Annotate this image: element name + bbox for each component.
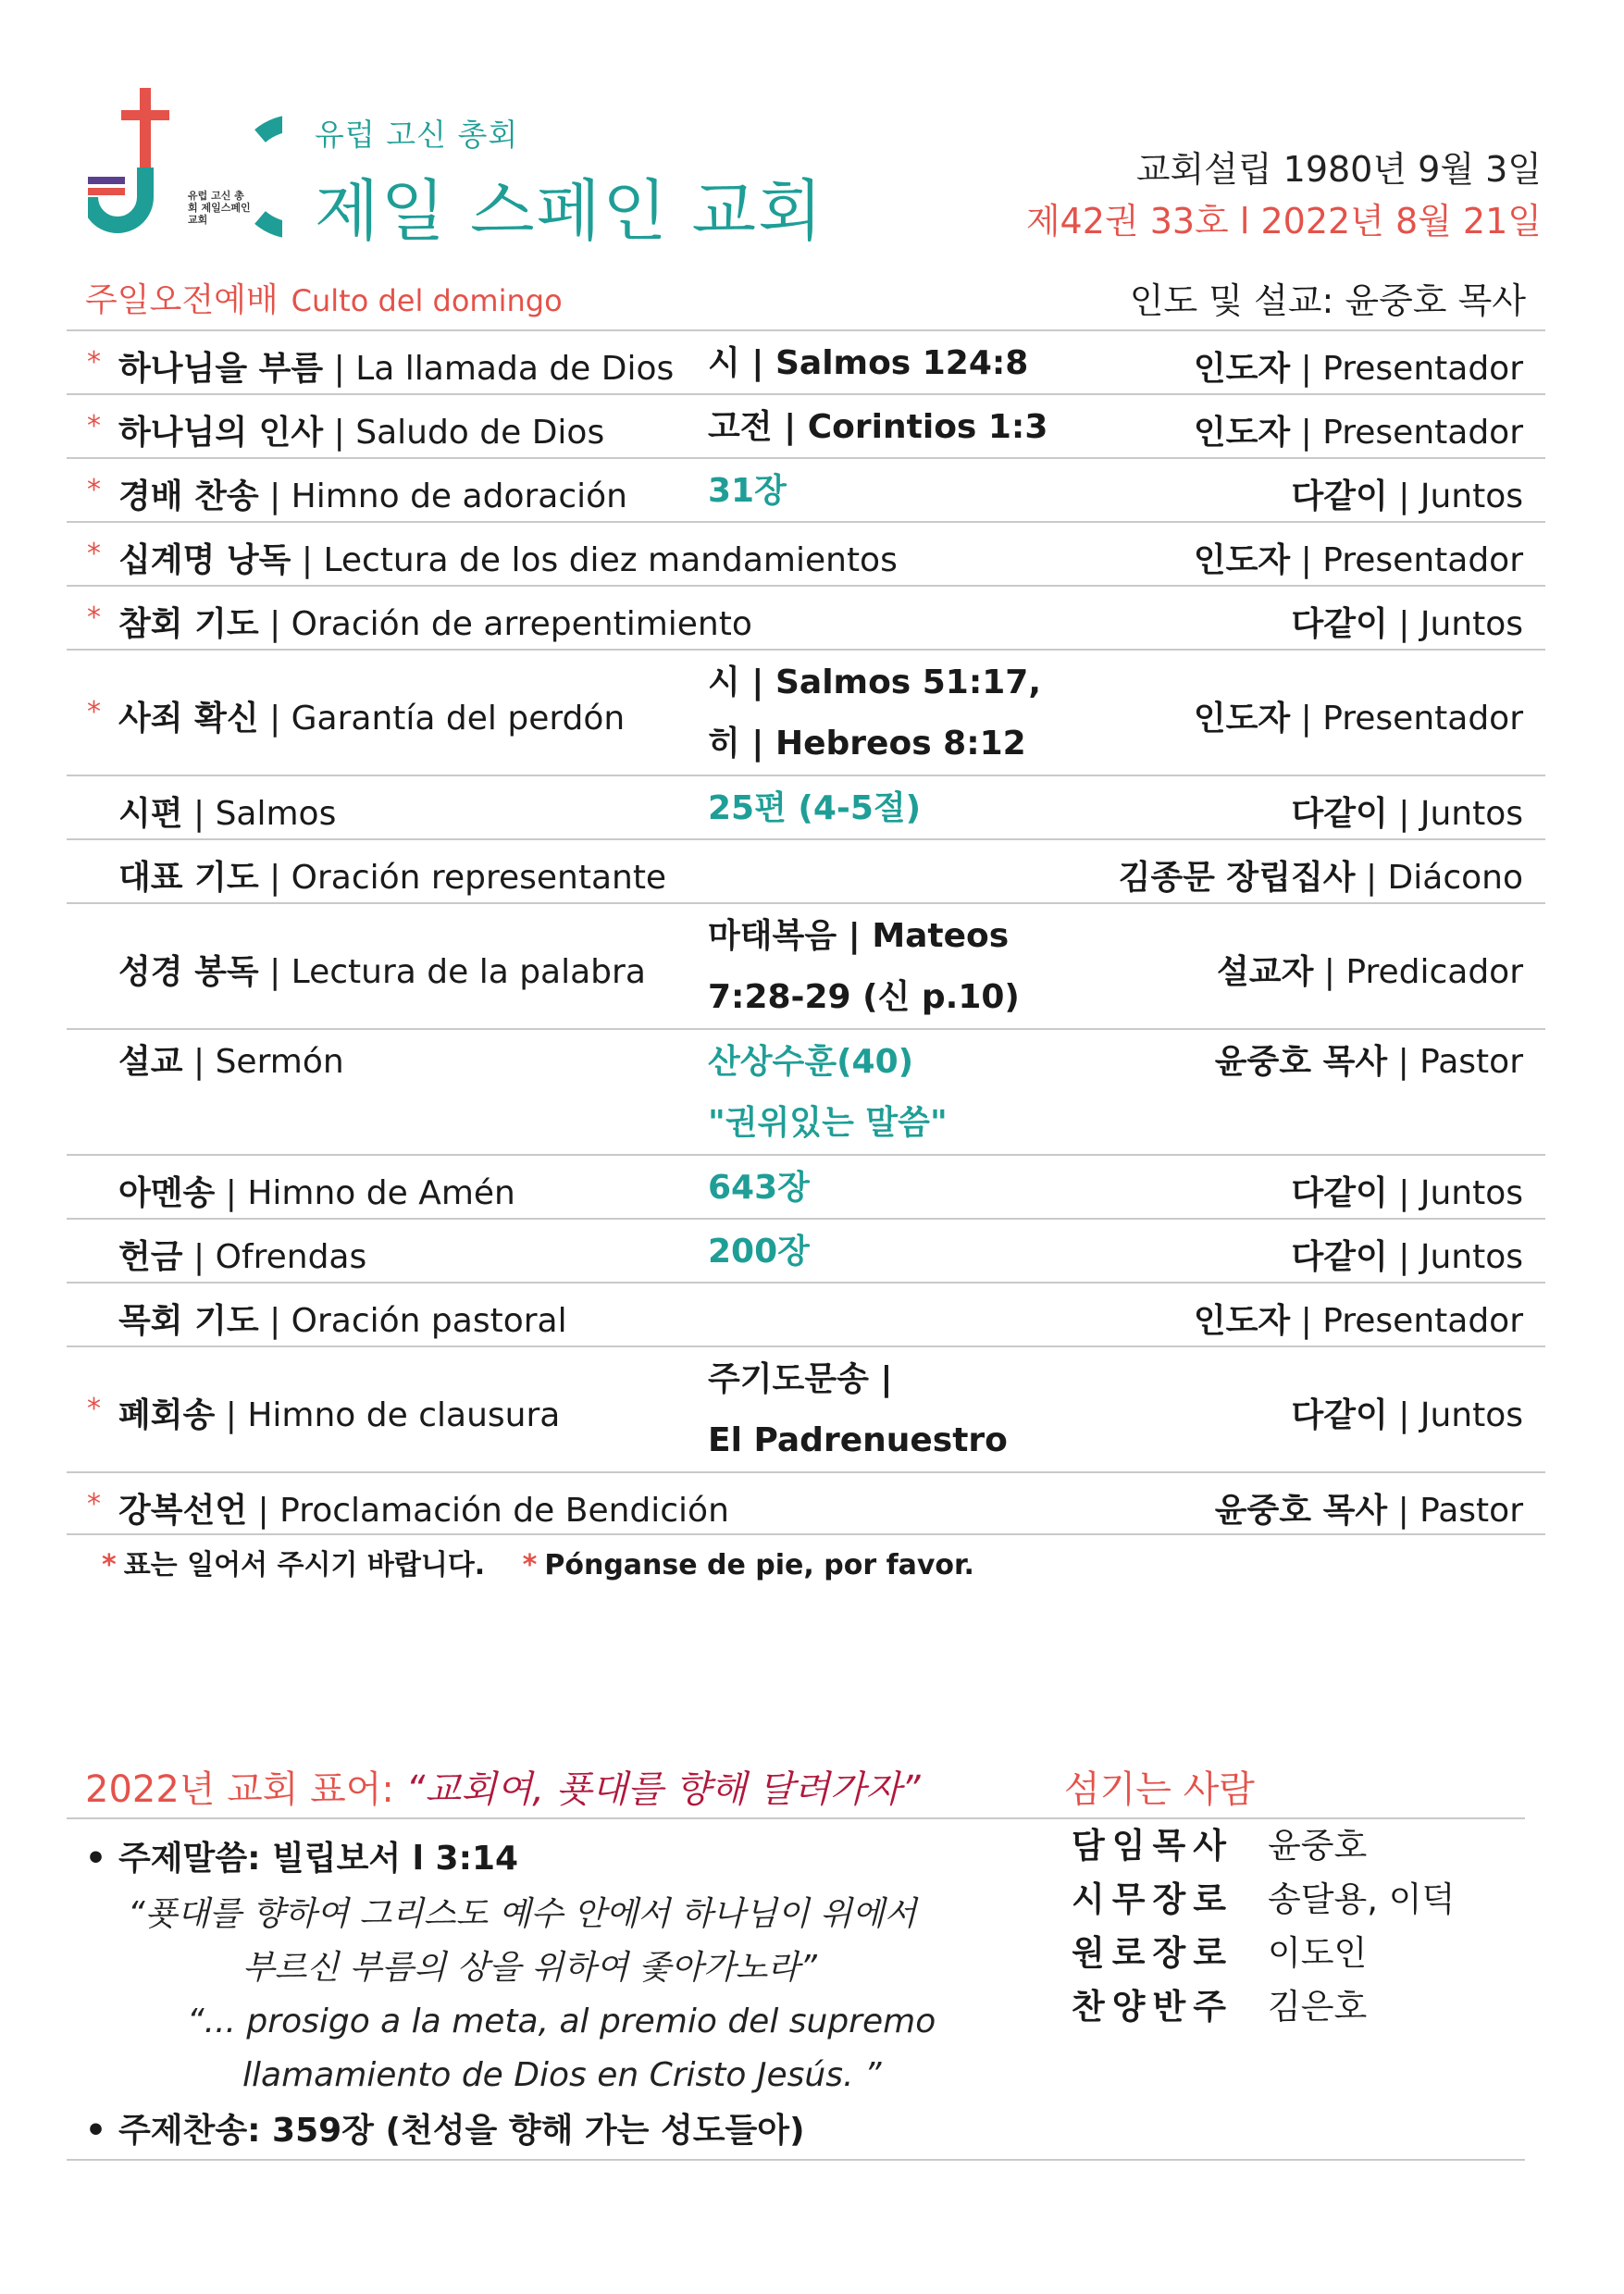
service-leader: 인도 및 설교: 윤중호 목사: [1129, 280, 1526, 321]
service-title: [85, 274, 563, 321]
order-item-es: Lectura de la palabra: [291, 953, 646, 991]
order-item-name: [118, 1231, 366, 1278]
order-item-leader: [1292, 1231, 1524, 1278]
leader-es: Juntos: [1419, 1396, 1523, 1434]
order-row: [67, 521, 1545, 585]
leader-ko: 다같이: [1291, 1173, 1388, 1212]
order-item-es: Himno de adoración: [291, 477, 627, 515]
star-marker: *: [87, 1393, 101, 1425]
reference-line: 시 | Salmos 51:17,: [708, 663, 1042, 701]
order-item-name: [118, 946, 646, 993]
order-item-ko: 참회 기도: [118, 604, 259, 643]
leader-es: Juntos: [1419, 604, 1523, 643]
leader-es: Diácono: [1387, 858, 1523, 897]
order-item-ko: 대표 기도: [118, 858, 259, 897]
star-marker: *: [87, 601, 101, 634]
reference-line: 히 | Hebreos 8:12: [708, 725, 1026, 763]
order-row: [67, 649, 1545, 775]
star-marker: *: [87, 537, 101, 570]
separator: |: [258, 953, 291, 991]
separator: |: [291, 540, 324, 579]
separator: |: [1387, 604, 1420, 643]
star-marker: *: [87, 1487, 101, 1520]
order-item-es: Lectura de los diez mandamientos: [323, 540, 898, 579]
server-role: 찬양반주: [1072, 1987, 1233, 2027]
order-item-es: Himno de clausura: [247, 1396, 561, 1434]
order-item-ko: 사죄 확신: [118, 700, 259, 738]
separator: |: [182, 1237, 216, 1276]
order-item-ko: 설교: [118, 1043, 183, 1081]
church-name: 제일 스페인 교회: [315, 172, 824, 250]
separator: |: [1355, 858, 1388, 897]
separator: |: [1290, 413, 1323, 452]
star-marker: *: [87, 409, 101, 442]
order-item-name: [118, 787, 336, 835]
church-logo: [88, 88, 282, 245]
order-item-leader: [1194, 534, 1523, 581]
server-row: [1072, 1819, 1455, 1873]
order-item-name: [118, 1035, 344, 1083]
order-item-reference: [708, 1221, 810, 1283]
order-item-leader: [1292, 598, 1524, 645]
order-item-ko: 강복선언: [118, 1491, 248, 1530]
order-item-reference: [708, 906, 1020, 1028]
order-item-leader: [1215, 1035, 1523, 1083]
server-name: 송달용, 이덕: [1268, 1879, 1456, 1919]
order-row: [67, 1345, 1545, 1471]
order-item-ko: 목회 기도: [118, 1301, 259, 1340]
separator: |: [258, 1301, 291, 1340]
leader-ko: 다같이: [1291, 1237, 1388, 1276]
founded-date: 교회설립 1980년 9월 3일: [1135, 149, 1542, 190]
order-row: [67, 1028, 1545, 1154]
separator: |: [258, 858, 291, 897]
separator: |: [215, 1173, 248, 1212]
standing-note: [102, 1542, 974, 1582]
order-item-es: Oración pastoral: [291, 1301, 567, 1340]
leader-es: Presentador: [1322, 700, 1523, 738]
star-marker: *: [87, 345, 101, 378]
separator: |: [1313, 953, 1346, 991]
logo-text: 유럽 고신 총회 제일스페인교회: [188, 190, 251, 226]
leader-ko: 인도자: [1193, 700, 1291, 738]
order-item-name: [118, 406, 604, 453]
order-item-leader: [1215, 1484, 1523, 1531]
separator: |: [182, 1043, 216, 1081]
standing-note-ko: 표는 일어서 주시기 바랍니다.: [123, 1549, 486, 1581]
order-of-worship: [67, 329, 1545, 1535]
leader-ko: 인도자: [1193, 1301, 1291, 1340]
order-item-leader: [1194, 342, 1523, 390]
separator: |: [215, 1396, 248, 1434]
separator: |: [1387, 1043, 1420, 1081]
standing-note-es: Pónganse de pie, por favor.: [544, 1549, 974, 1581]
separator: |: [1290, 700, 1323, 738]
reference-line: 마태복음 | Mateos: [708, 917, 1010, 955]
server-role: 시무장로: [1072, 1879, 1233, 1919]
leader-ko: 인도자: [1193, 413, 1291, 452]
leader-ko: 인도자: [1193, 349, 1291, 388]
order-item-reference: [708, 397, 1048, 458]
order-item-name: [118, 534, 898, 581]
order-item-name: [118, 692, 625, 739]
order-item-name: [118, 342, 674, 390]
reference-line: 시 | Salmos 124:8: [708, 344, 1029, 382]
order-item-leader: [1292, 1167, 1524, 1214]
reference-line: 고전 | Corintios 1:3: [708, 408, 1048, 446]
order-row: [67, 1218, 1545, 1282]
order-item-ko: 헌금: [118, 1237, 183, 1276]
leader-ko: 다같이: [1291, 604, 1388, 643]
order-item-name: [118, 1167, 515, 1214]
leader-ko: 다같이: [1291, 1396, 1388, 1434]
order-row: [67, 393, 1545, 457]
servers-title: 섬기는 사람: [1064, 1768, 1255, 1811]
order-row: [67, 1154, 1545, 1218]
separator: |: [182, 794, 216, 833]
motto-label: 2022년 교회 표어:: [85, 1768, 406, 1811]
theme-section: [85, 1830, 1057, 2160]
order-item-reference: [708, 1032, 948, 1154]
order-item-ko: 경배 찬송: [118, 477, 259, 515]
order-row: [67, 329, 1545, 393]
separator: |: [323, 413, 356, 452]
order-item-name: [118, 1389, 560, 1436]
verse-es-line-1: “... prosigo a la meta, al premio del supremo: [187, 2003, 936, 2040]
leader-es: Pastor: [1419, 1043, 1523, 1081]
divider: [67, 2159, 1525, 2161]
order-item-ko: 폐회송: [118, 1396, 216, 1434]
org-name: 유럽 고신 총회: [315, 117, 519, 153]
leader-ko: 김종문 장립집사: [1118, 858, 1356, 897]
leader-ko: 다같이: [1291, 477, 1388, 515]
separator: |: [1290, 349, 1323, 388]
order-item-ko: 성경 봉독: [118, 953, 259, 991]
order-item-leader: [1194, 1295, 1523, 1342]
theme-hymn-label: • 주제찬송: 359장 (천성을 향해 가는 성도들아): [85, 2102, 1057, 2160]
order-row: [67, 775, 1545, 838]
order-item-ko: 하나님을 부름: [118, 349, 324, 388]
leader-ko: 윤중호 목사: [1214, 1043, 1388, 1081]
order-item-es: Himno de Amén: [247, 1173, 515, 1212]
order-item-leader: [1292, 787, 1524, 835]
order-item-leader: [1194, 406, 1523, 453]
leader-es: Predicador: [1345, 953, 1523, 991]
reference-line: 643장: [708, 1169, 810, 1207]
order-item-es: Garantía del perdón: [291, 700, 626, 738]
leader-es: Presentador: [1322, 413, 1523, 452]
order-item-name: [118, 1295, 567, 1342]
separator: |: [258, 477, 291, 515]
order-item-ko: 하나님의 인사: [118, 413, 324, 452]
verse-es-line-2: llamamiento de Dios en Cristo Jesús. ”: [242, 2056, 882, 2094]
leader-ko: 다같이: [1291, 794, 1388, 833]
order-item-ko: 아멘송: [118, 1173, 216, 1212]
leader-es: Presentador: [1322, 349, 1523, 388]
leader-ko: 설교자: [1217, 953, 1314, 991]
separator: |: [1387, 794, 1420, 833]
separator: |: [1387, 477, 1420, 515]
theme-verse-label: • 주제말씀: 빌립보서 l 3:14: [85, 1830, 1057, 1888]
motto-quote: “교회여, 푯대를 향해 달려가자”: [405, 1768, 921, 1811]
order-item-reference: [708, 1349, 1008, 1471]
service-title-es: Culto del domingo: [291, 283, 563, 318]
order-item-es: Saludo de Dios: [355, 413, 605, 452]
reference-line: 25편 (4-5절): [708, 789, 922, 827]
issue-info: 제42권 33호 l 2022년 8월 21일: [1025, 201, 1542, 242]
reference-line: 31장: [708, 472, 787, 510]
order-item-leader: [1217, 946, 1523, 993]
order-item-es: Oración representante: [291, 858, 667, 897]
server-row: [1072, 1980, 1455, 2034]
reference-line: 주기도문송 |: [708, 1360, 893, 1398]
order-item-es: Proclamación de Bendición: [279, 1491, 729, 1530]
server-name: 이도인: [1268, 1933, 1368, 1973]
order-item-name: [118, 470, 627, 517]
star-marker: *: [87, 473, 101, 506]
separator: |: [1290, 540, 1323, 579]
reference-line: 200장: [708, 1233, 810, 1271]
separator: |: [323, 349, 356, 388]
order-item-name: [118, 851, 666, 899]
leader-ko: 윤중호 목사: [1214, 1491, 1388, 1530]
order-item-leader: [1194, 692, 1523, 739]
reference-line: "권위있는 말씀": [708, 1104, 948, 1142]
separator: |: [1387, 1491, 1420, 1530]
order-row: [67, 585, 1545, 649]
order-item-reference: [708, 778, 921, 839]
server-row: [1072, 1927, 1455, 1980]
server-name: 윤중호: [1268, 1826, 1368, 1866]
separator: |: [1290, 1301, 1323, 1340]
order-item-leader: [1292, 470, 1524, 517]
leader-es: Presentador: [1322, 540, 1523, 579]
server-name: 김은호: [1268, 1987, 1368, 2027]
star-marker: *: [87, 696, 101, 728]
order-item-leader: [1119, 851, 1523, 899]
verse-ko-line-1: “푯대를 향하여 그리스도 예수 안에서 하나님이 위에서: [128, 1895, 917, 1933]
leader-es: Juntos: [1419, 477, 1523, 515]
verse-ko-line-2: 부르신 부름의 상을 위하여 좇아가노라”: [242, 1949, 817, 1987]
order-row: [67, 457, 1545, 521]
order-row: [67, 838, 1545, 902]
order-item-leader: [1292, 1389, 1524, 1436]
servers-list: [1072, 1819, 1455, 2034]
order-row: [67, 1471, 1545, 1535]
church-motto: [85, 1760, 921, 1813]
order-item-es: Salmos: [215, 794, 337, 833]
server-role: 원로장로: [1072, 1933, 1233, 1973]
separator: |: [1387, 1396, 1420, 1434]
star-marker: *: [102, 1549, 117, 1581]
separator: |: [247, 1491, 280, 1530]
order-item-reference: [708, 1158, 810, 1219]
order-item-reference: [708, 461, 787, 522]
order-item-name: [118, 1484, 729, 1531]
leader-es: Juntos: [1419, 1173, 1523, 1212]
reference-line: 7:28-29 (신 p.10): [708, 978, 1020, 1016]
order-item-reference: [708, 333, 1028, 394]
order-item-ko: 시편: [118, 794, 183, 833]
separator: |: [258, 700, 291, 738]
leader-es: Juntos: [1419, 1237, 1523, 1276]
order-item-es: La llamada de Dios: [355, 349, 675, 388]
leader-ko: 인도자: [1193, 540, 1291, 579]
order-item-reference: [708, 652, 1041, 775]
reference-line: El Padrenuestro: [708, 1421, 1008, 1459]
order-row: [67, 902, 1545, 1028]
separator: |: [1387, 1173, 1420, 1212]
leader-es: Pastor: [1419, 1491, 1523, 1530]
star-marker: *: [522, 1549, 538, 1581]
order-item-es: Sermón: [215, 1043, 344, 1081]
leader-es: Presentador: [1322, 1301, 1523, 1340]
server-role: 담임목사: [1072, 1826, 1233, 1866]
order-item-es: Oración de arrepentimiento: [291, 604, 752, 643]
leader-es: Juntos: [1419, 794, 1523, 833]
order-item-es: Ofrendas: [215, 1237, 367, 1276]
separator: |: [1387, 1237, 1420, 1276]
order-item-name: [118, 598, 752, 645]
service-title-ko: 주일오전예배: [85, 281, 279, 319]
order-row: [67, 1282, 1545, 1345]
server-row: [1072, 1873, 1455, 1927]
separator: |: [258, 604, 291, 643]
order-item-ko: 십계명 낭독: [118, 540, 291, 579]
reference-line: 산상수훈(40): [708, 1043, 914, 1081]
